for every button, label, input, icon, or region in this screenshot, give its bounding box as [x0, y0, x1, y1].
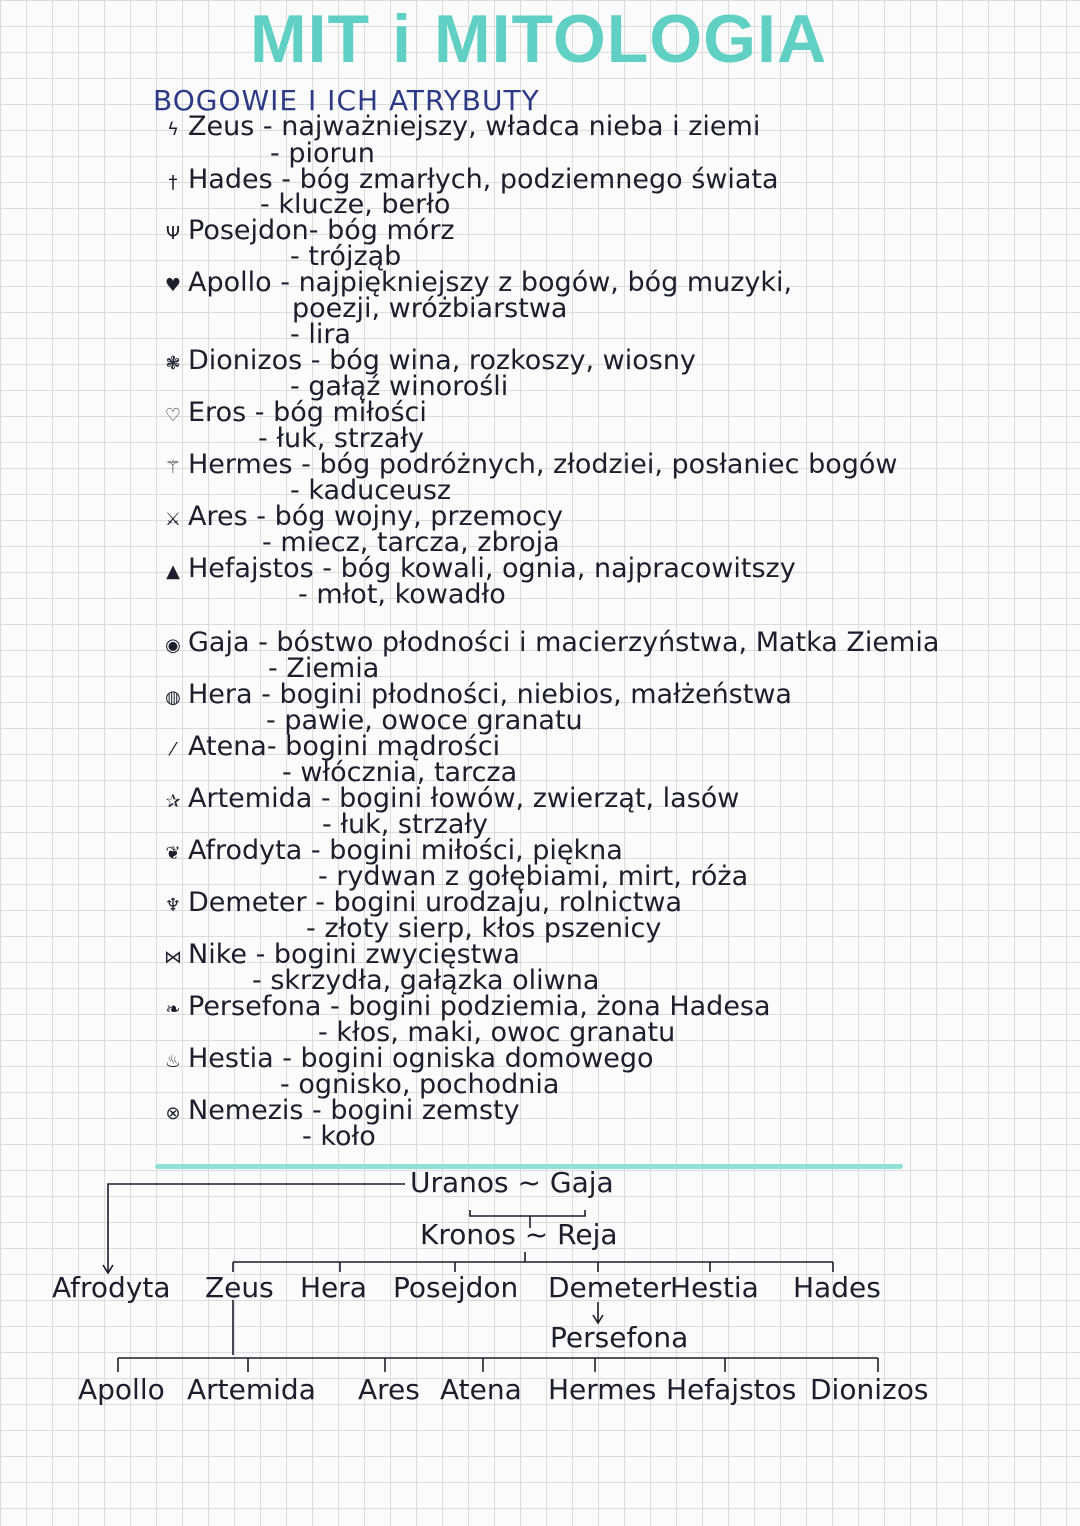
god-attributes: - bóg mórz — [308, 215, 455, 246]
goddess-attributes: - pawie, owoce granatu — [266, 705, 583, 736]
goddess-attributes: - złoty sierp, kłos pszenicy — [306, 913, 662, 944]
god-attributes: - młot, kowadło — [298, 579, 506, 610]
tree-hera: Hera — [300, 1271, 367, 1304]
god-name: Dionizos — [188, 345, 303, 376]
goddess-name: Nemezis — [188, 1095, 304, 1126]
tree-tilde: ~ — [517, 1166, 542, 1199]
tree-hermes: Hermes — [548, 1373, 657, 1406]
god-attributes: - bóg kowali, ognia, najpracowitszy — [313, 553, 796, 584]
flame-icon: ♨ — [164, 1051, 182, 1072]
heart-icon: ♡ — [164, 405, 182, 426]
goddess-name: Persefona — [188, 991, 322, 1022]
god-attributes: - łuk, strzały — [258, 423, 425, 454]
tree-gen2 — [420, 1219, 618, 1251]
lyre-icon: ♥ — [164, 275, 182, 296]
tree-posejdon: Posejdon — [393, 1271, 519, 1304]
tree-afrodyta: Afrodyta — [52, 1271, 171, 1304]
goddess-attributes: - łuk, strzały — [322, 809, 489, 840]
god-attributes: - klucze, berło — [260, 189, 451, 220]
god-name: Posejdon — [188, 215, 309, 246]
goddess-attributes: - włócznia, tarcza — [282, 757, 518, 788]
caduceus-icon: ⚚ — [164, 457, 182, 478]
goddess-attributes: - bogini zemsty — [303, 1095, 520, 1126]
goddess-attributes: - bogini mądrości — [266, 731, 501, 762]
goddess-attributes: - rydwan z gołębiami, mirt, róża — [318, 861, 749, 892]
goddess-attributes: - kłos, maki, owoc granatu — [318, 1017, 676, 1048]
goddess-attributes: - bogini podziemia, żona Hadesa — [321, 991, 771, 1022]
goddess-attributes: - bogini miłości, piękna — [302, 835, 623, 866]
cross-icon: † — [168, 172, 178, 193]
tree-hades: Hades — [793, 1271, 881, 1304]
god-name: Hermes — [188, 449, 293, 480]
bow-icon: ✰ — [165, 791, 181, 812]
goddess-name: Hestia — [188, 1043, 274, 1074]
goddess-name: Gaja — [188, 627, 250, 658]
tree-persefona: Persefona — [550, 1321, 689, 1354]
tree-atena: Atena — [440, 1373, 522, 1406]
title-part-mit: MIT — [250, 1, 371, 77]
god-attributes: poezji, wróżbiarstwa — [292, 293, 568, 324]
tree-gaja: Gaja — [549, 1166, 614, 1199]
tree-apollo: Apollo — [78, 1373, 165, 1406]
god-name: Eros — [188, 397, 247, 428]
trident-icon: Ψ — [165, 223, 181, 244]
god-attributes: - kaduceusz — [290, 475, 452, 506]
goddess-attributes: - Ziemia — [268, 653, 380, 684]
goddess-attributes: - bóstwo płodności i macierzyństwa, Matka Ziemia — [249, 627, 940, 658]
goddess-name: Demeter — [188, 887, 307, 918]
wheat-icon: ♆ — [164, 895, 182, 916]
god-attributes: - najważniejszy, władca nieba i ziemi — [254, 111, 761, 142]
earth-icon: ◉ — [165, 635, 181, 656]
god-attributes: - bóg wojny, przemocy — [247, 501, 563, 532]
tree-demeter: Demeter — [548, 1271, 672, 1304]
goddess-name: Afrodyta — [188, 835, 303, 866]
tree-hestia: Hestia — [670, 1271, 759, 1304]
section-heading: BOGOWIE I ICH ATRYBUTY — [153, 84, 540, 117]
tree-tilde: ~ — [524, 1218, 549, 1251]
goddess-name: Hera — [188, 679, 253, 710]
god-attributes: - gałąź winorośli — [290, 371, 509, 402]
god-name: Hades — [188, 164, 273, 195]
goddess-attributes: - bogini ogniska domowego — [273, 1043, 654, 1074]
goddess-attributes: - bogini urodzaju, rolnictwa — [306, 887, 683, 918]
goddess-attributes: - bogini zwycięstwa — [246, 939, 520, 970]
tree-gen1 — [410, 1167, 614, 1199]
god-attributes: - piorun — [270, 138, 375, 169]
god-attributes: - bóg miłości — [246, 397, 427, 428]
god-name: Zeus — [188, 111, 255, 142]
sword-icon: ⚔ — [164, 509, 182, 530]
goddess-attributes: - ognisko, pochodnia — [280, 1069, 560, 1100]
title-part-mitologia: MITOLOGIA — [433, 1, 828, 77]
tree-artemida: Artemida — [187, 1373, 316, 1406]
lightning-icon: ϟ — [167, 119, 179, 140]
tree-uranos: Uranos — [410, 1166, 509, 1199]
wheel-icon: ⊗ — [165, 1103, 181, 1124]
goddess-name: Nike — [188, 939, 247, 970]
god-attributes: - bóg zmarłych, podziemnego świata — [272, 164, 779, 195]
spear-icon: ⁄ — [171, 739, 175, 760]
tree-kronos: Kronos — [420, 1218, 516, 1251]
god-attributes: - bóg podróżnych, złodziei, posłaniec bogów — [292, 449, 898, 480]
tree-reja: Reja — [557, 1218, 618, 1251]
god-name: Ares — [188, 501, 248, 532]
tree-zeus: Zeus — [205, 1271, 274, 1304]
shell-icon: ❦ — [165, 843, 181, 864]
tree-ares: Ares — [358, 1373, 420, 1406]
god-attributes: - bóg wina, rozkoszy, wiosny — [302, 345, 696, 376]
goddess-name: Atena — [188, 731, 267, 762]
tree-hefajstos: Hefajstos — [666, 1373, 797, 1406]
god-attributes: - najpiękniejszy z bogów, bóg muzyki, — [271, 267, 793, 298]
goddess-attributes: - bogini łowów, zwierząt, lasów — [312, 783, 740, 814]
god-name: Hefajstos — [188, 553, 314, 584]
grapes-icon: ❃ — [165, 353, 181, 374]
peacock-icon: ◍ — [165, 687, 181, 708]
goddess-name: Artemida — [188, 783, 313, 814]
leaf-icon: ❧ — [165, 999, 181, 1020]
tree-dionizos: Dionizos — [810, 1373, 929, 1406]
goddess-attributes: - koło — [302, 1121, 376, 1152]
god-attributes: - miecz, tarcza, zbroja — [262, 527, 560, 558]
god-attributes: - lira — [290, 319, 351, 350]
goddess-attributes: - bogini płodności, niebios, małżeństwa — [252, 679, 792, 710]
wings-icon: ⋈ — [164, 947, 182, 968]
god-name: Apollo — [188, 267, 272, 298]
goddess-attributes: - skrzydła, gałązka oliwna — [252, 965, 600, 996]
title-part-i: i — [392, 1, 412, 77]
hammer-icon: ▲ — [166, 561, 180, 582]
god-attributes: - trójząb — [290, 241, 402, 272]
